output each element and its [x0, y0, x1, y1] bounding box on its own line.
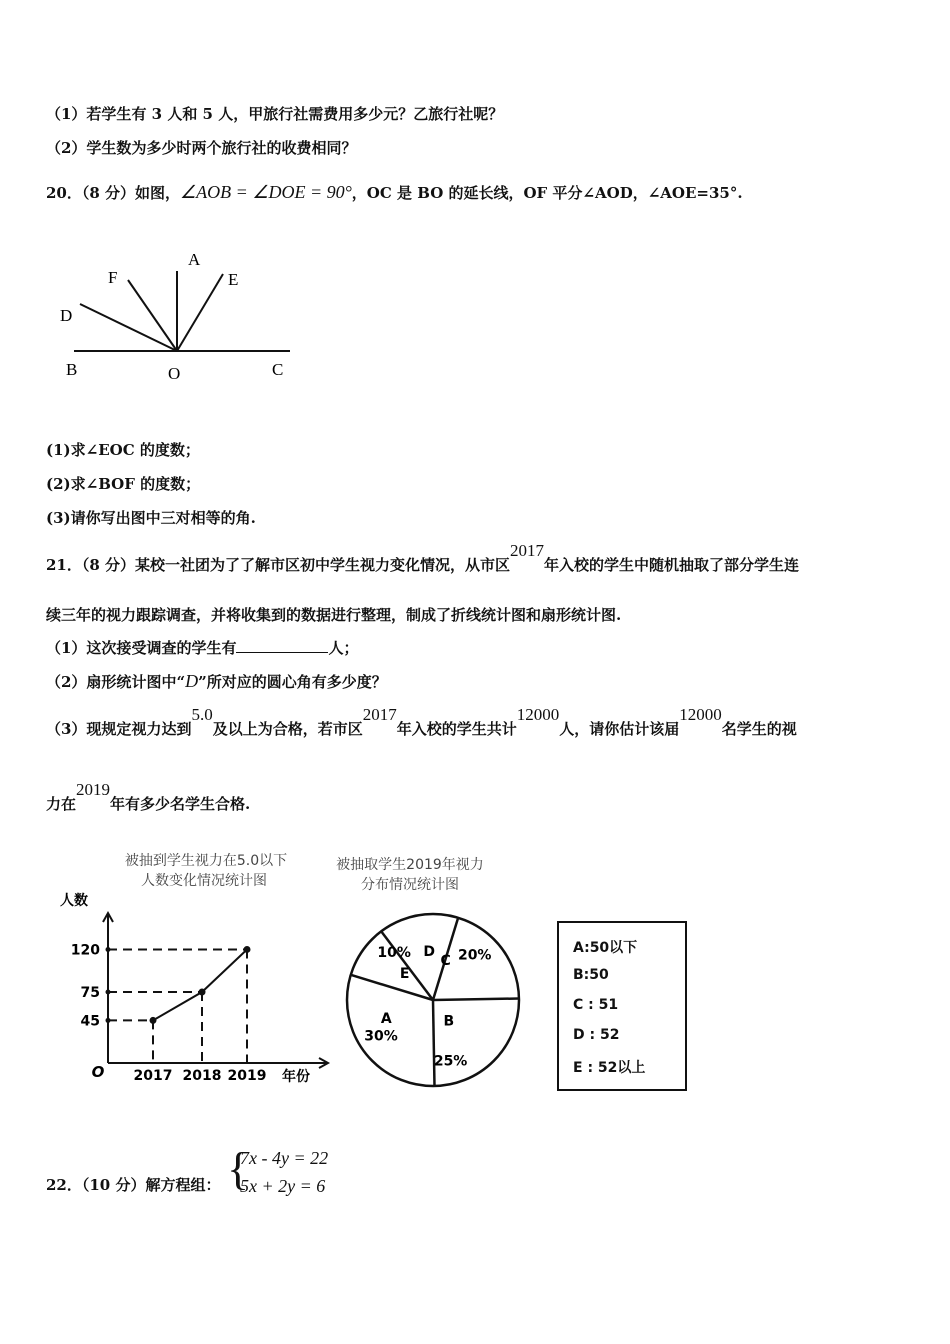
pie-slice-percent-C: 20%: [457, 947, 492, 964]
q21-p3-f: 力在: [46, 795, 77, 813]
label-c: C: [272, 360, 284, 379]
q19-part1: （1）若学生有 3 人和 5 人，甲旅行社需费用多少元？乙旅行社呢？: [46, 105, 504, 123]
q21-p3-g: 年有多少名学生合格.: [110, 795, 251, 813]
x-axis-label: 年份: [282, 1069, 310, 1085]
q21-p3-y: 2017: [362, 705, 397, 724]
q21-p1-a: （1）这次接受调查的学生有: [46, 639, 237, 657]
label-e: E: [228, 270, 239, 289]
q22-label: 22．（10 分）解方程组：: [46, 1176, 221, 1194]
origin-label: O: [91, 1063, 105, 1081]
pie-title-2: 分布情况统计图: [361, 877, 459, 893]
q21-p3-c: 年入校的学生共计: [396, 720, 517, 738]
pie-slice-label-A: A: [380, 1010, 392, 1027]
q20-prefix: 20．（8 分）如图，: [46, 184, 181, 202]
x-tick-label: 2018: [182, 1068, 222, 1084]
q21-p2-a: （2）扇形统计图中“: [46, 673, 186, 691]
pie-plot: [347, 914, 519, 1086]
pie-boundary-E: [351, 975, 433, 1000]
q21-part3: [46, 705, 797, 739]
q20-formula: ∠AOB = ∠DOE = 90°: [180, 182, 352, 202]
q21-part2: [46, 671, 387, 692]
pie-legend: [557, 921, 687, 1091]
y-tick-dot-2017: [106, 1018, 111, 1023]
q21-p3-e: 名学生的视: [721, 720, 797, 738]
legend-item-e: E : 52以上: [573, 1060, 646, 1076]
pie-slice-label-C: C: [440, 953, 451, 970]
pie-slice-percent-B: 25%: [433, 1053, 468, 1070]
label-o: O: [168, 364, 181, 383]
q21-p3-a: （3）现规定视力达到: [46, 720, 192, 738]
label-d: D: [60, 306, 73, 325]
legend-item-b: B:50: [573, 967, 609, 983]
x-tick-label: 2019: [227, 1068, 267, 1084]
equation-1: 7x - 4y = 22: [240, 1148, 329, 1168]
q21-p1-b: 人；: [328, 639, 359, 657]
ray-od: [80, 304, 177, 351]
q21-intro-a: 21．（8 分）某校一社团为了了解市区初中学生视力变化情况，从市区: [46, 556, 511, 574]
q21-intro: [46, 541, 800, 575]
y-tick-label: 75: [80, 985, 100, 1002]
q20-suffix: ，OC 是 BO 的延长线，OF 平分∠AOD，∠AOE=35°.: [351, 184, 743, 202]
y-tick-label: 120: [70, 942, 100, 959]
q21-intro-c: 续三年的视力跟踪调查，并将收集到的数据进行整理，制成了折线统计图和扇形统计图.: [46, 606, 622, 624]
pie-slice-percent-A: 30%: [364, 1028, 398, 1045]
q21-year: 2017: [510, 541, 545, 560]
label-f: F: [108, 268, 118, 287]
q21-p3-n1: 12000: [516, 705, 560, 724]
pie-slice-label-E: E: [399, 965, 410, 982]
pie-slice-label-B: B: [443, 1013, 455, 1030]
y-tick-dot-2019: [106, 947, 111, 952]
q21-p3-d: 人，请你估计该届: [559, 720, 680, 738]
q19-part2: （2）学生数为多少时两个旅行社的收费相同？: [46, 139, 357, 157]
ray-of: [128, 280, 177, 351]
q21-part3-cont: [46, 780, 251, 814]
line-plot: [71, 913, 328, 1084]
pie-title-1: 被抽取学生2019年视力: [336, 857, 484, 873]
q20-stem: [46, 182, 743, 203]
pie-boundary-A: [433, 1000, 435, 1086]
answer-blank[interactable]: [236, 638, 328, 653]
ray-oe: [177, 274, 223, 351]
data-line: [153, 949, 247, 1020]
legend-item-d: D : 52: [573, 1027, 620, 1043]
angle-figure: [50, 245, 310, 395]
line-chart-title-2: 人数变化情况统计图: [141, 873, 267, 889]
q21-p3-v: 5.0: [191, 705, 213, 724]
pie-boundary-B: [433, 998, 519, 1000]
q21-p3-b: 及以上为合格，若市区: [212, 720, 363, 738]
pie-chart: [325, 845, 535, 1095]
q21-p3-n2: 12000: [679, 705, 722, 724]
q21-intro-b: 年入校的学生中随机抽取了部分学生连: [544, 556, 800, 574]
q20-sub3: (3)请你写出图中三对相等的角.: [46, 509, 256, 527]
y-axis-label: 人数: [60, 893, 88, 909]
line-chart-title-1: 被抽到学生视力在5.0以下: [124, 853, 288, 869]
q21-p3-y2: 2019: [76, 780, 111, 799]
x-tick-label: 2017: [133, 1068, 173, 1084]
label-a: A: [188, 250, 201, 269]
legend-item-a: A:50以下: [573, 940, 638, 956]
label-b: B: [66, 360, 78, 379]
q20-sub2: (2)求∠BOF 的度数；: [46, 475, 201, 493]
y-tick-label: 45: [80, 1013, 100, 1030]
q21-part1: [46, 637, 358, 658]
equation-brace: {: [227, 1143, 250, 1194]
y-tick-dot-2018: [106, 990, 111, 995]
q20-sub1: (1)求∠EOC 的度数；: [46, 441, 200, 459]
line-chart: [46, 845, 336, 1090]
legend-item-c: C : 51: [573, 997, 619, 1013]
pie-slice-label-D: D: [423, 944, 435, 961]
q21-p2-d: D: [185, 671, 199, 691]
equation-2: 5x + 2y = 6: [240, 1176, 326, 1196]
pie-slice-percent-E: 10%: [377, 944, 411, 961]
q21-p2-b: ”所对应的圆心角有多少度？: [198, 673, 387, 691]
